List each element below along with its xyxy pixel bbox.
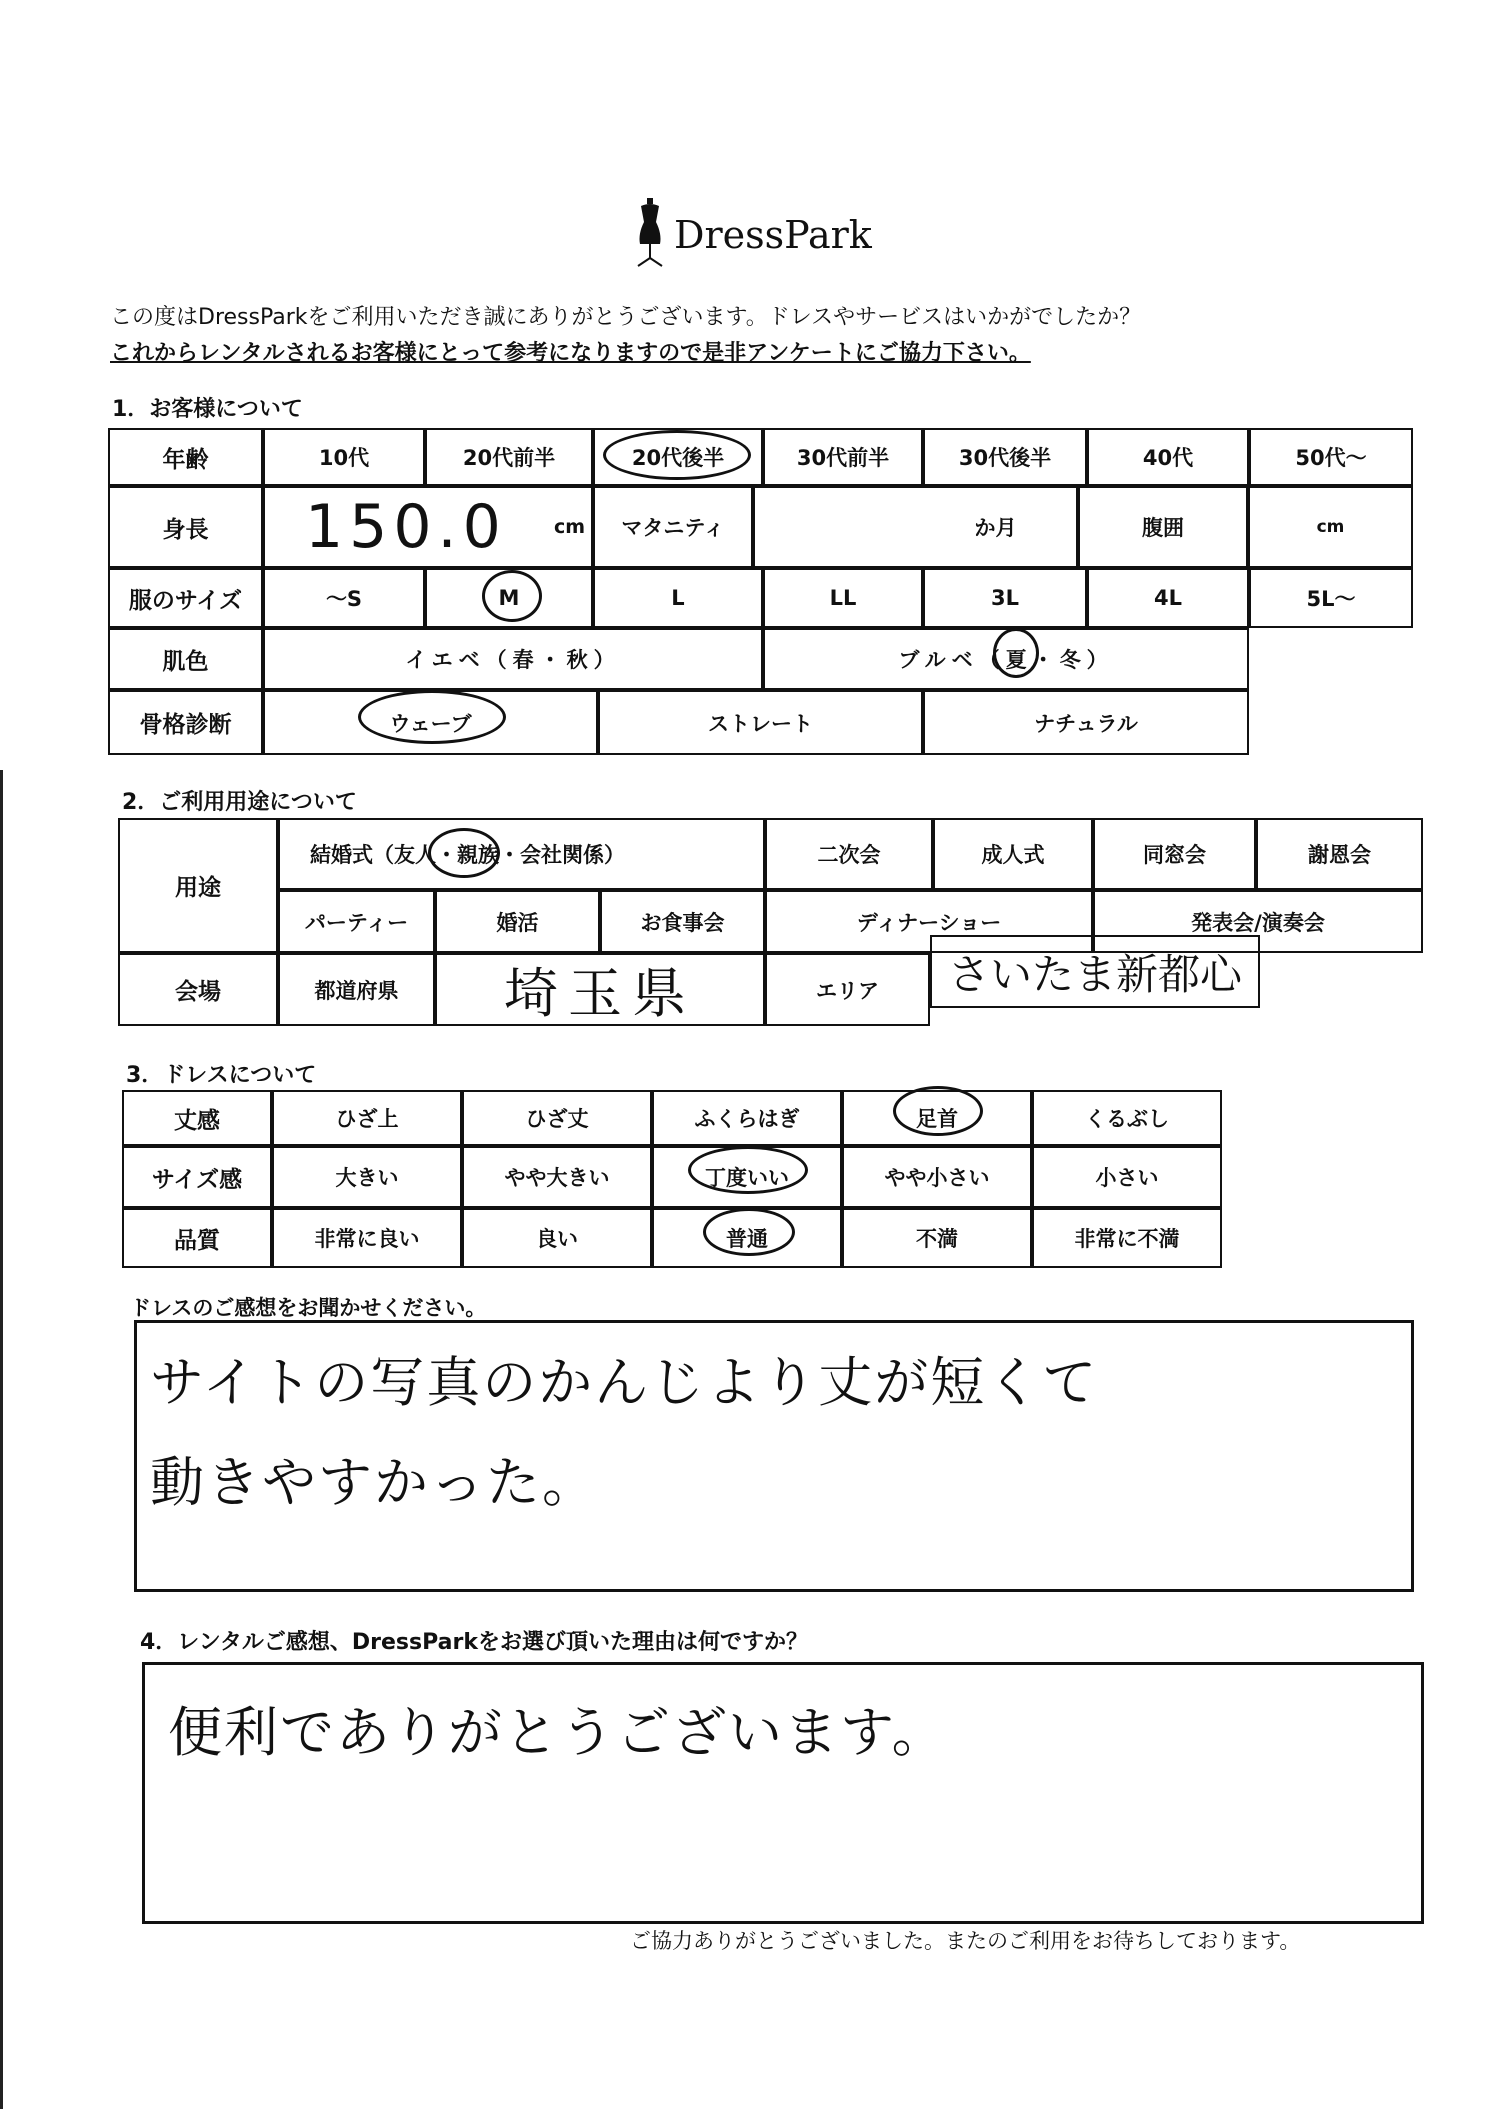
feedback-prompt: ドレスのご感想をお聞かせください。 xyxy=(130,1296,487,1320)
length-option-selected[interactable]: 足首 xyxy=(842,1090,1032,1146)
skin-yellow-option[interactable]: イエベ（春・秋） xyxy=(263,628,763,690)
usage-option[interactable]: お食事会 xyxy=(600,890,765,953)
quality-option-selected[interactable]: 普通 xyxy=(652,1208,842,1268)
maternity-label: マタニティ xyxy=(593,486,753,568)
waist-unit: cm xyxy=(1248,486,1413,568)
usage-label: 用途 xyxy=(118,818,278,953)
skin-label: 肌色 xyxy=(108,628,263,690)
scan-edge-line xyxy=(0,770,3,2109)
brand-logo xyxy=(632,200,872,270)
usage-option[interactable]: 二次会 xyxy=(765,818,933,890)
usage-option[interactable]: 同窓会 xyxy=(1093,818,1256,890)
selection-circle xyxy=(703,1208,795,1256)
selection-circle xyxy=(688,1146,808,1194)
skin-blue-suffix: ・冬） xyxy=(1032,648,1114,672)
size-label: 服のサイズ xyxy=(108,568,263,628)
size-option[interactable]: LL xyxy=(763,568,923,628)
length-option[interactable]: ひざ丈 xyxy=(462,1090,652,1146)
feedback-line-2: 動きやすかった。 xyxy=(150,1451,598,1514)
length-option[interactable]: くるぶし xyxy=(1032,1090,1222,1146)
height-value: 150.0 xyxy=(305,492,507,562)
brand-name: DressPark xyxy=(674,213,872,257)
size-option[interactable]: 4L xyxy=(1087,568,1249,628)
usage-option[interactable]: パーティー xyxy=(278,890,435,953)
prefecture-label: 都道府県 xyxy=(278,953,435,1026)
intro-line-2: これからレンタルされるお客様にとって参考になりますので是非アンケートにご協力下さい。 xyxy=(110,341,1031,366)
size-option[interactable]: 5L～ xyxy=(1249,568,1413,628)
reason-answer: 便利でありがとうございます。 xyxy=(168,1701,948,1764)
size-option[interactable]: ～S xyxy=(263,568,425,628)
quality-option[interactable]: 非常に不満 xyxy=(1032,1208,1222,1268)
prefecture-value: 埼玉県 xyxy=(504,962,696,1025)
wedding-prefix: 結婚式（ xyxy=(310,843,394,867)
age-option[interactable]: 50代～ xyxy=(1249,428,1413,486)
closing-message: ご協力ありがとうございました。またのご利用をお待ちしております。 xyxy=(630,1929,1301,1953)
section4-title: 4．レンタルご感想、DressParkをお選び頂いた理由は何ですか？ xyxy=(140,1630,808,1655)
age-option[interactable]: 30代前半 xyxy=(763,428,923,486)
age-option[interactable]: 20代前半 xyxy=(425,428,593,486)
waist-label: 腹囲 xyxy=(1078,486,1248,568)
quality-option[interactable]: 不満 xyxy=(842,1208,1032,1268)
size-feel-option-selected[interactable]: 丁度いい xyxy=(652,1146,842,1208)
selection-circle xyxy=(428,828,500,878)
size-option-selected[interactable]: M xyxy=(425,568,593,628)
frame-label: 骨格診断 xyxy=(108,690,263,755)
size-option[interactable]: 3L xyxy=(923,568,1087,628)
frame-option[interactable]: ナチュラル xyxy=(923,690,1249,755)
size-feel-option[interactable]: やや小さい xyxy=(842,1146,1032,1208)
size-option[interactable]: L xyxy=(593,568,763,628)
quality-option[interactable]: 良い xyxy=(462,1208,652,1268)
prefecture-field[interactable] xyxy=(435,953,765,1026)
feedback-line-1: サイトの写真のかんじより丈が短くて xyxy=(150,1351,1099,1414)
quality-label: 品質 xyxy=(122,1208,272,1268)
dress-form-icon xyxy=(632,198,668,272)
selection-circle xyxy=(893,1086,983,1136)
age-label: 年齢 xyxy=(108,428,263,486)
skin-blue-summer: 夏 xyxy=(1005,648,1033,672)
height-unit: cm xyxy=(553,516,585,538)
area-field[interactable] xyxy=(930,935,1260,1008)
size-feel-option[interactable]: やや大きい xyxy=(462,1146,652,1208)
size-feel-option[interactable]: 大きい xyxy=(272,1146,462,1208)
usage-option[interactable]: 謝恩会 xyxy=(1256,818,1423,890)
usage-option[interactable]: ディナーショー xyxy=(765,890,1093,953)
size-feel-option[interactable]: 小さい xyxy=(1032,1146,1222,1208)
frame-option-selected[interactable]: ウェーブ xyxy=(263,690,598,755)
frame-option[interactable]: ストレート xyxy=(598,690,923,755)
length-option[interactable]: ふくらはぎ xyxy=(652,1090,842,1146)
month-unit: か月 xyxy=(974,516,1017,540)
height-cell xyxy=(263,486,593,568)
maternity-month-cell xyxy=(753,486,1078,568)
selection-circle xyxy=(993,628,1039,678)
length-label: 丈感 xyxy=(122,1090,272,1146)
intro-line-1: この度はDressParkをご利用いただき誠にありがとうございます。ドレスやサービスはいかがでしたか？ xyxy=(110,305,1142,330)
age-option[interactable]: 40代 xyxy=(1087,428,1249,486)
area-label: エリア xyxy=(765,953,930,1026)
usage-option[interactable]: 婚活 xyxy=(435,890,600,953)
age-option[interactable]: 30代後半 xyxy=(923,428,1087,486)
venue-label: 会場 xyxy=(118,953,278,1026)
section2-title: 2．ご利用用途について xyxy=(122,790,357,815)
usage-option[interactable]: 成人式 xyxy=(933,818,1093,890)
section1-title: 1．お客様について xyxy=(112,397,303,422)
selection-circle xyxy=(482,570,542,622)
size-feel-label: サイズ感 xyxy=(122,1146,272,1208)
section3-title: 3．ドレスについて xyxy=(126,1063,317,1088)
usage-option[interactable]: 発表会/演奏会 xyxy=(1093,890,1423,953)
wedding-friend: 友人 xyxy=(394,843,436,867)
skin-blue-prefix: ブルベ（ xyxy=(898,648,1006,672)
length-option[interactable]: ひざ上 xyxy=(272,1090,462,1146)
wedding-rest: ・親族・会社関係） xyxy=(436,843,625,867)
selection-circle xyxy=(358,690,506,744)
age-option-selected[interactable]: 20代後半 xyxy=(593,428,763,486)
selection-circle xyxy=(603,430,751,480)
area-value: さいたま新都心 xyxy=(947,949,1242,999)
wedding-option[interactable] xyxy=(278,818,765,890)
quality-option[interactable]: 非常に良い xyxy=(272,1208,462,1268)
height-label: 身長 xyxy=(108,486,263,568)
age-option[interactable]: 10代 xyxy=(263,428,425,486)
